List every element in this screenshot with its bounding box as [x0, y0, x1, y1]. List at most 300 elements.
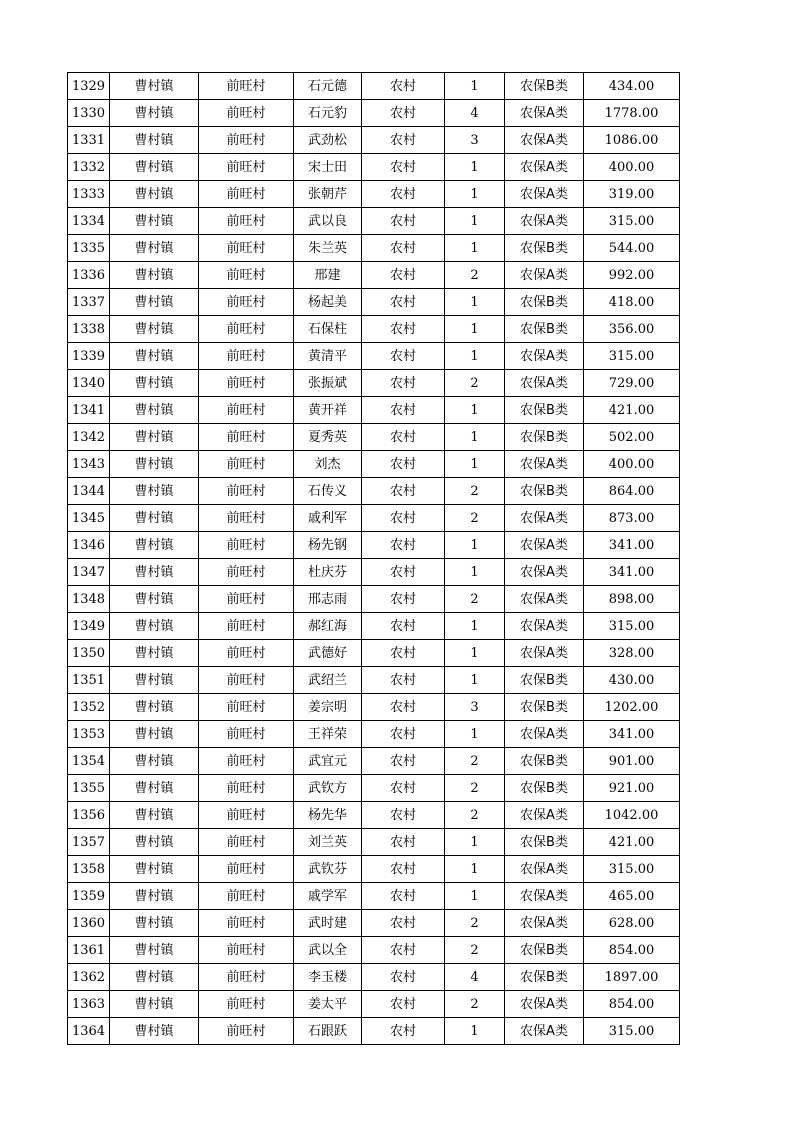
township-cell: 曹村镇	[110, 424, 199, 451]
row-index: 1329	[68, 73, 110, 100]
row-index: 1348	[68, 586, 110, 613]
insurance-class-cell: 农保A类	[505, 127, 584, 154]
township-cell: 曹村镇	[110, 505, 199, 532]
amount-cell: 400.00	[584, 154, 680, 181]
household-type-cell: 农村	[362, 856, 445, 883]
name-cell: 武时建	[294, 910, 362, 937]
member-count-cell: 1	[445, 154, 505, 181]
amount-cell: 465.00	[584, 883, 680, 910]
table-row	[68, 424, 680, 451]
amount-cell: 341.00	[584, 559, 680, 586]
name-cell: 郝红海	[294, 613, 362, 640]
village-cell: 前旺村	[199, 748, 294, 775]
table-row	[68, 802, 680, 829]
amount-cell: 430.00	[584, 667, 680, 694]
table-row	[68, 640, 680, 667]
name-cell: 石保柱	[294, 316, 362, 343]
township-cell: 曹村镇	[110, 856, 199, 883]
table-body	[68, 73, 680, 1045]
village-cell: 前旺村	[199, 235, 294, 262]
row-index: 1345	[68, 505, 110, 532]
table-row	[68, 235, 680, 262]
name-cell: 夏秀英	[294, 424, 362, 451]
name-cell: 杨起美	[294, 289, 362, 316]
village-cell: 前旺村	[199, 559, 294, 586]
household-type-cell: 农村	[362, 802, 445, 829]
village-cell: 前旺村	[199, 370, 294, 397]
insurance-class-cell: 农保A类	[505, 856, 584, 883]
name-cell: 武德好	[294, 640, 362, 667]
household-type-cell: 农村	[362, 451, 445, 478]
row-index: 1340	[68, 370, 110, 397]
member-count-cell: 2	[445, 262, 505, 289]
village-cell: 前旺村	[199, 505, 294, 532]
amount-cell: 628.00	[584, 910, 680, 937]
township-cell: 曹村镇	[110, 73, 199, 100]
table-row	[68, 478, 680, 505]
township-cell: 曹村镇	[110, 640, 199, 667]
village-cell: 前旺村	[199, 478, 294, 505]
household-type-cell: 农村	[362, 100, 445, 127]
township-cell: 曹村镇	[110, 937, 199, 964]
amount-cell: 315.00	[584, 208, 680, 235]
village-cell: 前旺村	[199, 964, 294, 991]
insurance-class-cell: 农保A类	[505, 586, 584, 613]
table-row	[68, 586, 680, 613]
insurance-class-cell: 农保A类	[505, 1018, 584, 1045]
name-cell: 姜宗明	[294, 694, 362, 721]
insurance-class-cell: 农保A类	[505, 640, 584, 667]
household-type-cell: 农村	[362, 748, 445, 775]
member-count-cell: 1	[445, 73, 505, 100]
table-row	[68, 397, 680, 424]
township-cell: 曹村镇	[110, 991, 199, 1018]
name-cell: 武钦芬	[294, 856, 362, 883]
amount-cell: 1778.00	[584, 100, 680, 127]
insurance-class-cell: 农保B类	[505, 667, 584, 694]
name-cell: 李玉楼	[294, 964, 362, 991]
row-index: 1355	[68, 775, 110, 802]
village-cell: 前旺村	[199, 883, 294, 910]
row-index: 1334	[68, 208, 110, 235]
table-row	[68, 1018, 680, 1045]
village-cell: 前旺村	[199, 289, 294, 316]
table-row	[68, 370, 680, 397]
insurance-class-cell: 农保B类	[505, 289, 584, 316]
table-row	[68, 100, 680, 127]
row-index: 1352	[68, 694, 110, 721]
insurance-class-cell: 农保B类	[505, 694, 584, 721]
name-cell: 刘兰英	[294, 829, 362, 856]
member-count-cell: 2	[445, 775, 505, 802]
row-index: 1364	[68, 1018, 110, 1045]
household-type-cell: 农村	[362, 370, 445, 397]
amount-cell: 502.00	[584, 424, 680, 451]
amount-cell: 315.00	[584, 343, 680, 370]
table-row	[68, 613, 680, 640]
row-index: 1354	[68, 748, 110, 775]
table-row	[68, 208, 680, 235]
household-type-cell: 农村	[362, 235, 445, 262]
table-row	[68, 73, 680, 100]
insurance-class-cell: 农保B类	[505, 964, 584, 991]
insurance-class-cell: 农保B类	[505, 424, 584, 451]
name-cell: 石传义	[294, 478, 362, 505]
member-count-cell: 1	[445, 208, 505, 235]
village-cell: 前旺村	[199, 721, 294, 748]
amount-cell: 1202.00	[584, 694, 680, 721]
village-cell: 前旺村	[199, 829, 294, 856]
insurance-class-cell: 农保A类	[505, 802, 584, 829]
name-cell: 邢建	[294, 262, 362, 289]
row-index: 1342	[68, 424, 110, 451]
insurance-class-cell: 农保B类	[505, 73, 584, 100]
insurance-class-cell: 农保A类	[505, 721, 584, 748]
member-count-cell: 4	[445, 964, 505, 991]
amount-cell: 328.00	[584, 640, 680, 667]
amount-cell: 434.00	[584, 73, 680, 100]
insurance-class-cell: 农保B类	[505, 478, 584, 505]
household-type-cell: 农村	[362, 181, 445, 208]
row-index: 1338	[68, 316, 110, 343]
row-index: 1353	[68, 721, 110, 748]
insurance-class-cell: 农保A类	[505, 181, 584, 208]
name-cell: 杨先华	[294, 802, 362, 829]
township-cell: 曹村镇	[110, 532, 199, 559]
township-cell: 曹村镇	[110, 586, 199, 613]
amount-cell: 421.00	[584, 829, 680, 856]
member-count-cell: 1	[445, 829, 505, 856]
insurance-class-cell: 农保B类	[505, 316, 584, 343]
township-cell: 曹村镇	[110, 397, 199, 424]
member-count-cell: 2	[445, 910, 505, 937]
household-type-cell: 农村	[362, 775, 445, 802]
village-cell: 前旺村	[199, 154, 294, 181]
name-cell: 王祥荣	[294, 721, 362, 748]
township-cell: 曹村镇	[110, 613, 199, 640]
township-cell: 曹村镇	[110, 775, 199, 802]
household-type-cell: 农村	[362, 964, 445, 991]
name-cell: 武钦方	[294, 775, 362, 802]
village-cell: 前旺村	[199, 208, 294, 235]
row-index: 1359	[68, 883, 110, 910]
village-cell: 前旺村	[199, 694, 294, 721]
household-type-cell: 农村	[362, 559, 445, 586]
name-cell: 宋士田	[294, 154, 362, 181]
name-cell: 杨先钢	[294, 532, 362, 559]
table-row	[68, 991, 680, 1018]
name-cell: 武绍兰	[294, 667, 362, 694]
household-type-cell: 农村	[362, 721, 445, 748]
township-cell: 曹村镇	[110, 478, 199, 505]
table-row	[68, 343, 680, 370]
township-cell: 曹村镇	[110, 1018, 199, 1045]
insurance-class-cell: 农保A类	[505, 370, 584, 397]
member-count-cell: 2	[445, 478, 505, 505]
township-cell: 曹村镇	[110, 154, 199, 181]
insurance-class-cell: 农保A类	[505, 532, 584, 559]
household-type-cell: 农村	[362, 154, 445, 181]
township-cell: 曹村镇	[110, 721, 199, 748]
row-index: 1357	[68, 829, 110, 856]
village-cell: 前旺村	[199, 127, 294, 154]
amount-cell: 544.00	[584, 235, 680, 262]
township-cell: 曹村镇	[110, 883, 199, 910]
amount-cell: 1897.00	[584, 964, 680, 991]
table-row	[68, 856, 680, 883]
member-count-cell: 2	[445, 505, 505, 532]
member-count-cell: 1	[445, 1018, 505, 1045]
insurance-class-cell: 农保A类	[505, 100, 584, 127]
table-row	[68, 289, 680, 316]
township-cell: 曹村镇	[110, 694, 199, 721]
household-type-cell: 农村	[362, 127, 445, 154]
member-count-cell: 1	[445, 289, 505, 316]
name-cell: 石跟跃	[294, 1018, 362, 1045]
village-cell: 前旺村	[199, 316, 294, 343]
table-row	[68, 451, 680, 478]
amount-cell: 341.00	[584, 721, 680, 748]
member-count-cell: 2	[445, 802, 505, 829]
member-count-cell: 1	[445, 721, 505, 748]
amount-cell: 315.00	[584, 613, 680, 640]
insurance-class-cell: 农保A类	[505, 505, 584, 532]
village-cell: 前旺村	[199, 613, 294, 640]
row-index: 1335	[68, 235, 110, 262]
insurance-class-cell: 农保A类	[505, 208, 584, 235]
table-row	[68, 154, 680, 181]
member-count-cell: 1	[445, 667, 505, 694]
village-cell: 前旺村	[199, 451, 294, 478]
amount-cell: 864.00	[584, 478, 680, 505]
household-type-cell: 农村	[362, 478, 445, 505]
insurance-class-cell: 农保B类	[505, 829, 584, 856]
row-index: 1339	[68, 343, 110, 370]
member-count-cell: 3	[445, 127, 505, 154]
table-row	[68, 910, 680, 937]
village-cell: 前旺村	[199, 100, 294, 127]
village-cell: 前旺村	[199, 1018, 294, 1045]
name-cell: 武劲松	[294, 127, 362, 154]
row-index: 1361	[68, 937, 110, 964]
member-count-cell: 1	[445, 181, 505, 208]
household-type-cell: 农村	[362, 289, 445, 316]
member-count-cell: 1	[445, 613, 505, 640]
village-cell: 前旺村	[199, 667, 294, 694]
household-type-cell: 农村	[362, 829, 445, 856]
household-type-cell: 农村	[362, 316, 445, 343]
household-type-cell: 农村	[362, 991, 445, 1018]
amount-cell: 992.00	[584, 262, 680, 289]
household-type-cell: 农村	[362, 73, 445, 100]
row-index: 1346	[68, 532, 110, 559]
township-cell: 曹村镇	[110, 748, 199, 775]
row-index: 1363	[68, 991, 110, 1018]
household-type-cell: 农村	[362, 532, 445, 559]
village-cell: 前旺村	[199, 910, 294, 937]
name-cell: 杜庆芬	[294, 559, 362, 586]
township-cell: 曹村镇	[110, 343, 199, 370]
row-index: 1333	[68, 181, 110, 208]
township-cell: 曹村镇	[110, 127, 199, 154]
member-count-cell: 1	[445, 424, 505, 451]
household-type-cell: 农村	[362, 586, 445, 613]
member-count-cell: 2	[445, 937, 505, 964]
village-cell: 前旺村	[199, 586, 294, 613]
household-type-cell: 农村	[362, 424, 445, 451]
amount-cell: 341.00	[584, 532, 680, 559]
household-type-cell: 农村	[362, 262, 445, 289]
township-cell: 曹村镇	[110, 181, 199, 208]
household-type-cell: 农村	[362, 937, 445, 964]
insurance-class-cell: 农保B类	[505, 235, 584, 262]
township-cell: 曹村镇	[110, 964, 199, 991]
table-row	[68, 505, 680, 532]
household-type-cell: 农村	[362, 397, 445, 424]
member-count-cell: 1	[445, 883, 505, 910]
amount-cell: 898.00	[584, 586, 680, 613]
member-count-cell: 2	[445, 370, 505, 397]
row-index: 1330	[68, 100, 110, 127]
table-row	[68, 316, 680, 343]
village-cell: 前旺村	[199, 424, 294, 451]
insurance-class-cell: 农保A类	[505, 154, 584, 181]
insurance-class-cell: 农保B类	[505, 937, 584, 964]
household-type-cell: 农村	[362, 343, 445, 370]
insurance-class-cell: 农保A类	[505, 262, 584, 289]
amount-cell: 901.00	[584, 748, 680, 775]
village-cell: 前旺村	[199, 73, 294, 100]
village-cell: 前旺村	[199, 532, 294, 559]
roster-table	[67, 72, 680, 1045]
amount-cell: 921.00	[584, 775, 680, 802]
village-cell: 前旺村	[199, 856, 294, 883]
name-cell: 黄清平	[294, 343, 362, 370]
name-cell: 石元德	[294, 73, 362, 100]
table-row	[68, 181, 680, 208]
insurance-class-cell: 农保A类	[505, 451, 584, 478]
insurance-class-cell: 农保A类	[505, 613, 584, 640]
name-cell: 朱兰英	[294, 235, 362, 262]
name-cell: 张朝芹	[294, 181, 362, 208]
row-index: 1362	[68, 964, 110, 991]
row-index: 1344	[68, 478, 110, 505]
table-row	[68, 748, 680, 775]
member-count-cell: 2	[445, 991, 505, 1018]
table-row	[68, 883, 680, 910]
name-cell: 武宜元	[294, 748, 362, 775]
name-cell: 石元豹	[294, 100, 362, 127]
amount-cell: 418.00	[584, 289, 680, 316]
amount-cell: 854.00	[584, 937, 680, 964]
amount-cell: 356.00	[584, 316, 680, 343]
name-cell: 戚学军	[294, 883, 362, 910]
household-type-cell: 农村	[362, 667, 445, 694]
name-cell: 张振斌	[294, 370, 362, 397]
row-index: 1360	[68, 910, 110, 937]
household-type-cell: 农村	[362, 694, 445, 721]
table-row	[68, 829, 680, 856]
township-cell: 曹村镇	[110, 802, 199, 829]
amount-cell: 319.00	[584, 181, 680, 208]
insurance-class-cell: 农保A类	[505, 559, 584, 586]
township-cell: 曹村镇	[110, 235, 199, 262]
row-index: 1356	[68, 802, 110, 829]
row-index: 1341	[68, 397, 110, 424]
table-row	[68, 127, 680, 154]
table-row	[68, 694, 680, 721]
township-cell: 曹村镇	[110, 667, 199, 694]
name-cell: 武以全	[294, 937, 362, 964]
village-cell: 前旺村	[199, 640, 294, 667]
table-row	[68, 964, 680, 991]
row-index: 1358	[68, 856, 110, 883]
township-cell: 曹村镇	[110, 262, 199, 289]
insurance-class-cell: 农保A类	[505, 883, 584, 910]
amount-cell: 1042.00	[584, 802, 680, 829]
amount-cell: 854.00	[584, 991, 680, 1018]
insurance-class-cell: 农保B类	[505, 748, 584, 775]
table-row	[68, 532, 680, 559]
table-row	[68, 937, 680, 964]
member-count-cell: 1	[445, 559, 505, 586]
insurance-class-cell: 农保A类	[505, 910, 584, 937]
amount-cell: 729.00	[584, 370, 680, 397]
member-count-cell: 1	[445, 397, 505, 424]
village-cell: 前旺村	[199, 343, 294, 370]
table-row	[68, 262, 680, 289]
member-count-cell: 1	[445, 343, 505, 370]
member-count-cell: 1	[445, 640, 505, 667]
table-row	[68, 559, 680, 586]
amount-cell: 315.00	[584, 856, 680, 883]
insurance-class-cell: 农保A类	[505, 343, 584, 370]
village-cell: 前旺村	[199, 397, 294, 424]
member-count-cell: 1	[445, 235, 505, 262]
village-cell: 前旺村	[199, 262, 294, 289]
insurance-class-cell: 农保B类	[505, 397, 584, 424]
amount-cell: 421.00	[584, 397, 680, 424]
row-index: 1343	[68, 451, 110, 478]
name-cell: 武以良	[294, 208, 362, 235]
row-index: 1336	[68, 262, 110, 289]
village-cell: 前旺村	[199, 181, 294, 208]
household-type-cell: 农村	[362, 613, 445, 640]
household-type-cell: 农村	[362, 883, 445, 910]
insurance-class-cell: 农保B类	[505, 775, 584, 802]
township-cell: 曹村镇	[110, 289, 199, 316]
row-index: 1351	[68, 667, 110, 694]
township-cell: 曹村镇	[110, 208, 199, 235]
amount-cell: 873.00	[584, 505, 680, 532]
village-cell: 前旺村	[199, 991, 294, 1018]
village-cell: 前旺村	[199, 802, 294, 829]
row-index: 1337	[68, 289, 110, 316]
township-cell: 曹村镇	[110, 370, 199, 397]
row-index: 1350	[68, 640, 110, 667]
household-type-cell: 农村	[362, 640, 445, 667]
table-row	[68, 667, 680, 694]
insurance-class-cell: 农保A类	[505, 991, 584, 1018]
township-cell: 曹村镇	[110, 829, 199, 856]
name-cell: 姜太平	[294, 991, 362, 1018]
member-count-cell: 2	[445, 748, 505, 775]
name-cell: 邢志雨	[294, 586, 362, 613]
township-cell: 曹村镇	[110, 451, 199, 478]
household-type-cell: 农村	[362, 910, 445, 937]
amount-cell: 1086.00	[584, 127, 680, 154]
name-cell: 刘杰	[294, 451, 362, 478]
